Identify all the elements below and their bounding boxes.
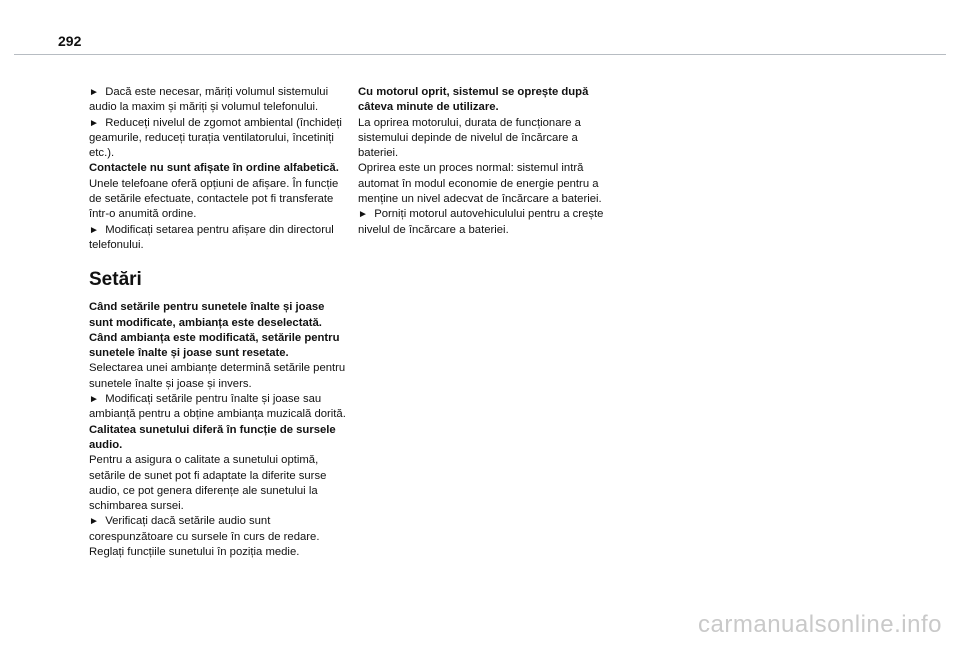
bullet-arrow-icon: ► — [358, 209, 368, 221]
paragraph-text: Reduceți nivelul de zgomot ambiental (închideți geamurile, reduceți turația ventilatorului, încetiniți etc.). — [89, 116, 342, 160]
bullet-item — [89, 223, 351, 254]
bold-paragraph — [89, 300, 351, 331]
paragraph-text: Modificați setările pentru înalte și joase sau ambianță pentru a obține ambianța muzicală dorită. — [89, 393, 346, 421]
bold-paragraph — [89, 161, 351, 176]
bold-paragraph — [89, 331, 351, 362]
section-heading: Setări — [89, 269, 142, 291]
paragraph-text: Selectarea unei ambianțe determină setările pentru sunetele înalte și joase și invers. — [89, 362, 346, 390]
paragraph — [89, 361, 351, 392]
paragraph-text: La oprirea motorului, durata de funcționare a sistemului depinde de nivelul de încărcare a bateriei. — [358, 116, 581, 160]
bullet-item — [89, 392, 351, 423]
page-number: 292 — [58, 33, 82, 49]
paragraph-text: Calitatea sunetului diferă în funcție de sursele audio. — [89, 423, 336, 451]
header-rule — [14, 54, 946, 55]
paragraph-text: Unele telefoane oferă opțiuni de afișare. În funcție de setările efectuate, contactele pot fi transferate într-o anumită ordine. — [89, 177, 339, 221]
bold-paragraph — [89, 423, 351, 454]
bullet-arrow-icon: ► — [89, 224, 99, 236]
paragraph-text: Contactele nu sunt afișate în ordine alfabetică. — [89, 162, 339, 175]
watermark: carmanualsonline.info — [698, 611, 942, 638]
paragraph-text: Porniți motorul autovehiculului pentru a crește nivelul de încărcare a bateriei. — [358, 208, 604, 236]
left-column-settings — [89, 300, 351, 560]
paragraph-text: Modificați setarea pentru afișare din directorul telefonului. — [89, 223, 334, 251]
bullet-item — [358, 207, 620, 238]
paragraph — [89, 177, 351, 223]
paragraph — [358, 161, 620, 207]
paragraph-text: Pentru a asigura o calitate a sunetului optimă, setările de sunet pot fi adaptate la diferite surse audio, ce pot genera diferențe ale sunetului la schimbarea sursei. — [89, 454, 327, 513]
bold-paragraph — [358, 85, 620, 116]
paragraph-text: Oprirea este un proces normal: sistemul intră automat în modul economie de energie pentru a menține un nivel adecvat de încărcare a bateriei. — [358, 162, 602, 206]
paragraph-text: Cu motorul oprit, sistemul se oprește după câteva minute de utilizare. — [358, 86, 589, 114]
paragraph-text: Când setările pentru sunetele înalte și joase sunt modificate, ambianța este deselectată. — [89, 301, 325, 329]
bullet-item — [89, 116, 351, 162]
left-column — [89, 85, 351, 560]
left-column-intro — [89, 85, 351, 253]
paragraph-text: Dacă este necesar, măriți volumul sistemului audio la maxim și măriți și volumul telefonului. — [89, 86, 329, 114]
bullet-arrow-icon: ► — [89, 117, 99, 129]
paragraph-text: Când ambianța este modificată, setările pentru sunetele înalte și joase sunt resetate. — [89, 331, 340, 360]
paragraph — [89, 453, 351, 514]
bullet-arrow-icon: ► — [89, 516, 99, 528]
bullet-item — [89, 85, 351, 116]
paragraph — [358, 116, 620, 162]
right-column — [358, 85, 620, 238]
bullet-arrow-icon: ► — [89, 87, 99, 98]
bullet-arrow-icon: ► — [89, 394, 99, 406]
paragraph-text: Verificați dacă setările audio sunt corespunzătoare cu sursele în curs de redare. Reglați funcțiile sunetului în poziția medie. — [89, 515, 320, 559]
bullet-item — [89, 514, 351, 560]
